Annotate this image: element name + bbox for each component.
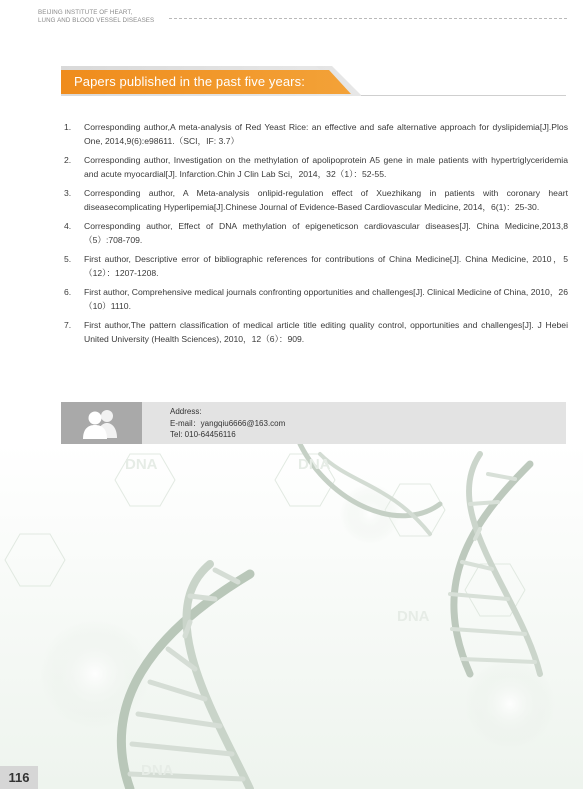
dna-watermark: DNA: [298, 456, 331, 473]
paper-number: 4.: [64, 221, 72, 231]
paper-item: [62, 219, 568, 247]
page-number: 116: [0, 766, 38, 789]
phone-text: Tel: 010-64456116: [170, 430, 236, 440]
section-banner: [61, 66, 566, 97]
institution-name-line2: LUNG AND BLOOD VESSEL DISEASES: [38, 16, 155, 24]
dna-watermark: DNA: [397, 608, 430, 625]
paper-item: [62, 285, 568, 313]
dna-watermark: DNA: [125, 456, 158, 473]
dna-watermark: DNA: [141, 762, 174, 779]
banner-underline: [361, 95, 566, 96]
paper-number: 1.: [64, 122, 72, 132]
paper-item: [62, 153, 568, 181]
paper-citation: Corresponding author, Investigation on the methylation of apolipoprotein A5 gene in male patients with hypertriglyceridemia and acute myocardial[J]. Infarction.Chin J Clin Lab Sci，2014，32（1）：52-55.: [84, 155, 568, 179]
paper-item: [62, 186, 568, 214]
paper-number: 6.: [64, 287, 72, 297]
paper-number: 5.: [64, 254, 72, 264]
institution-header: [38, 9, 154, 24]
papers-list: [62, 120, 568, 351]
paper-citation: Corresponding author, A Meta-analysis onlipid-regulation effect of Xuezhikang in patients with coronary heart diseasecomplicating Hyperlipemia[J].Chinese Journal of Evidence-Based Cardiovascular Medicine, 2014，6(1)：25-30.: [84, 188, 568, 212]
dna-background-illustration: [0, 444, 583, 789]
section-title: Papers published in the past five years:: [74, 74, 305, 89]
paper-item: [62, 318, 568, 346]
banner-shadow-stripe: [316, 66, 566, 96]
contact-details: [170, 406, 285, 441]
address-label: Address:: [170, 407, 202, 416]
paper-citation: First author,The pattern classification of medical article title editing quality control, opportunities and challenges[J]. J Hebei United University (Health Sciences), 2010，12（6）：909.: [84, 320, 568, 344]
contact-icon-box: [61, 402, 142, 444]
email-text: E-mail：yangqiu6666@163.com: [170, 418, 286, 428]
paper-citation: First author, Descriptive error of bibliographic references for contributions of China Medicine[J]. China Medicine, 2010，5（12）：1207-1208.: [84, 254, 568, 278]
paper-citation: First author, Comprehensive medical journals confronting opportunities and challenges[J]. Clinical Medicine of China, 2010，26（10）1110.: [84, 287, 568, 311]
contact-bar: [61, 402, 566, 444]
paper-number: 7.: [64, 320, 72, 330]
header-divider: [169, 18, 567, 19]
paper-item: [62, 120, 568, 148]
paper-citation: Corresponding author,A meta-analysis of Red Yeast Rice: an effective and safe alternative approach for dyslipidemia[J].Plos One, 2014,9(6):e98611.（SCI，IF: 3.7）: [84, 122, 568, 146]
institution-name-line1: BEIJING INSTITUTE OF HEART,: [38, 9, 133, 16]
paper-number: 2.: [64, 155, 72, 165]
paper-item: [62, 252, 568, 280]
paper-citation: Corresponding author, Effect of DNA methylation of epigeneticson cardiovascular diseases[J]. China Medicine,2013,8（5）:708-709.: [84, 221, 568, 245]
paper-number: 3.: [64, 188, 72, 198]
